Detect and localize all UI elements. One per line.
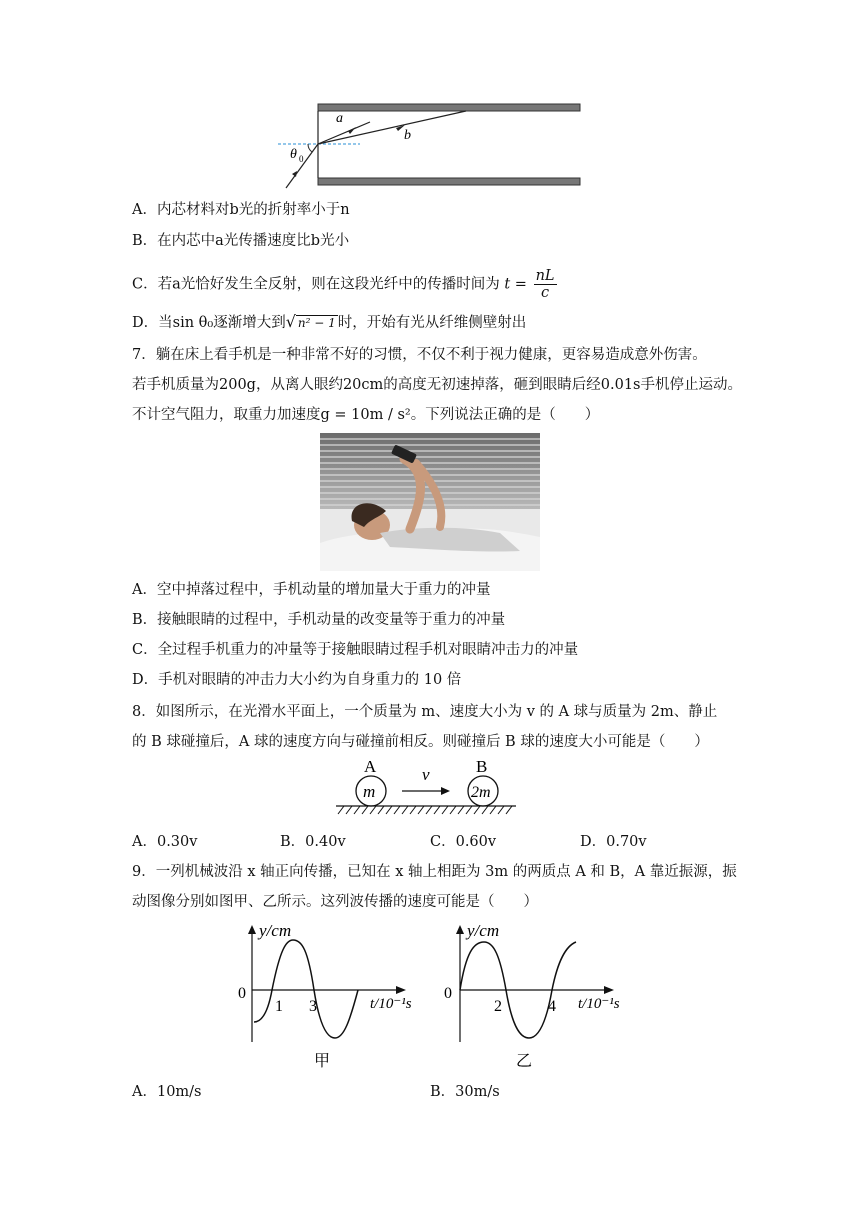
graph2-caption: 乙 <box>516 1053 533 1070</box>
q9-option-b: B．30m/s <box>430 1084 500 1100</box>
graph2-tick1: 2 <box>494 998 502 1015</box>
vibration-graph-yi <box>440 920 640 1075</box>
ground-hatch <box>338 806 512 814</box>
photo-illustration <box>320 433 540 571</box>
label-velocity: v <box>422 765 430 784</box>
q9-line1: 9．一列机械波沿 x 轴正向传播，已知在 x 轴上相距为 3m 的两质点 A 和 B，A 靠近振源，振 <box>132 864 737 880</box>
q9-line2: 动图像分别如图甲、乙所示。这列波传播的速度可能是（ ） <box>132 894 538 910</box>
graph1-tick2: 3 <box>309 998 317 1015</box>
theta-arc <box>308 144 312 152</box>
label-theta: θ <box>290 147 297 162</box>
label-a: a <box>336 111 343 126</box>
ray-a-arrow-icon <box>348 127 356 134</box>
graph1-origin: 0 <box>238 985 246 1002</box>
q6-option-d-prefix: D．当sin θ₀逐渐增大到 <box>132 315 286 331</box>
q7-option-d: D．手机对眼睛的冲击力大小约为自身重力的 10 倍 <box>132 672 462 688</box>
graph2-x-arrow-icon <box>604 986 614 994</box>
q8-option-d: D．0.70v <box>580 834 647 850</box>
q7-line3: 不计空气阻力，取重力加速度g = 10m / s²。下列说法正确的是（ ） <box>132 407 600 423</box>
q6-option-b: B．在内芯中a光传播速度比b光小 <box>132 233 350 249</box>
q6-option-d <box>132 312 526 333</box>
q6-option-d-suffix: 时，开始有光从纤维侧壁射出 <box>337 315 527 331</box>
q7-line2: 若手机质量为200g，从离人眼约20cm的高度无初速掉落，砸到眼睛后经0.01s手机停止运动。 <box>132 377 743 393</box>
graph1-xlabel: t/10⁻¹s <box>370 996 412 1012</box>
q8-option-a: A．0.30v <box>132 834 198 850</box>
q8-option-c: C．0.60v <box>430 834 497 850</box>
q7-option-c: C．全过程手机重力的冲量等于接触眼睛过程手机对眼睛冲击力的冲量 <box>132 642 579 658</box>
formula-t: t = <box>504 276 527 293</box>
q8-option-b: B．0.40v <box>280 834 346 850</box>
graph2-tick2: 4 <box>548 998 556 1015</box>
graph1-x-arrow-icon <box>396 986 406 994</box>
graph1-tick1: 1 <box>275 998 283 1015</box>
q9-option-a: A．10m/s <box>132 1084 202 1100</box>
fiber-top-cladding <box>318 104 580 111</box>
graph1-curve <box>254 940 358 1038</box>
graph2-y-arrow-icon <box>456 925 464 934</box>
label-mass-m: m <box>363 782 376 801</box>
graph2-origin: 0 <box>444 985 452 1002</box>
vibration-graph-jia <box>232 920 432 1075</box>
q7-option-a: A．空中掉落过程中，手机动量的增加量大于重力的冲量 <box>132 582 491 598</box>
q6-option-c-text: C．若a光恰好发生全反射，则在这段光纤中的传播时间为 <box>132 276 500 293</box>
graph1-ylabel: y/cm <box>259 921 292 940</box>
label-mass-2m: 2m <box>471 784 491 801</box>
graph1-caption: 甲 <box>314 1053 331 1070</box>
label-ball-a: A <box>364 757 377 776</box>
label-theta-sub: 0 <box>299 154 304 164</box>
q7-line1: 7．躺在床上看手机是一种非常不好的习惯，不仅不利于视力健康，更容易造成意外伤害。 <box>132 347 707 363</box>
q6-option-c <box>132 268 557 301</box>
label-b: b <box>404 128 411 143</box>
formula-fraction <box>534 268 557 301</box>
graph1-y-arrow-icon <box>248 925 256 934</box>
sqrt-icon: √ <box>285 312 296 331</box>
q7-option-b: B．接触眼睛的过程中，手机动量的改变量等于重力的冲量 <box>132 612 506 628</box>
collision-figure <box>334 756 518 822</box>
graph2-ylabel: y/cm <box>467 921 500 940</box>
graph2-xlabel: t/10⁻¹s <box>578 996 620 1012</box>
sqrt-radicand: n² − 1 <box>297 316 336 330</box>
label-ball-b: B <box>476 757 488 776</box>
formula-denominator: c <box>540 285 550 301</box>
fiber-bottom-cladding <box>318 178 580 185</box>
q8-line1: 8．如图所示，在光滑水平面上，一个质量为 m、速度大小为 v 的 A 球与质量为 2m、静止 <box>132 704 718 720</box>
q6-option-a: A．内芯材料对b光的折射率小于n <box>132 202 350 218</box>
phone-in-bed-photo <box>320 433 540 571</box>
formula-numerator: nL <box>535 268 555 284</box>
optical-fiber-figure <box>270 98 590 194</box>
ray-a <box>318 122 370 144</box>
q8-line2: 的 B 球碰撞后，A 球的速度方向与碰撞前相反。则碰撞后 B 球的速度大小可能是（ ） <box>132 734 709 750</box>
velocity-arrow-icon <box>441 787 450 795</box>
